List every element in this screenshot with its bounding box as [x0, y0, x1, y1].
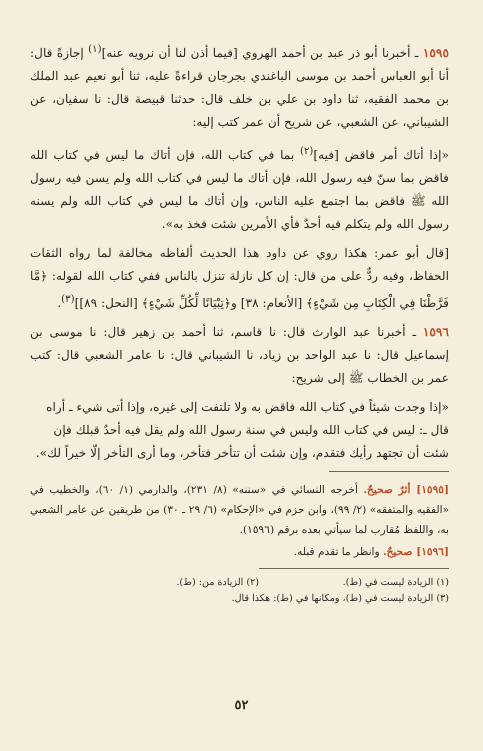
footnote-row [30, 591, 449, 607]
divider-line [259, 568, 449, 569]
note-tag: [١٥٩٦] [416, 546, 449, 559]
footnote-marker: (٣) [61, 294, 75, 306]
hadith-text: ـ أخبرنا عبد الوارث قال: نا قاسم، ثنا أحمد بن زهير قال: نا موسى بن إسماعيل قال: نا عبد الواحد بن زياد، نا الشيباني قال: نا عامر الشعبي قال: كتب عمر بن الخطاب ﷺ إلى شريح: [30, 325, 449, 386]
quote-1596: «إذا وجدت شيئاً في كتاب الله فاقض به ولا تلتفت إلى غيره، وإذا أتى شيء ـ أراه قال ـ: ليس في كتاب الله وليس في سنة رسول الله ولم يقل فيه أحدٌ قبلك فإن شئت أن تجتهد رأيك فتقدم، وإن شئت أن تتأخر فتأخر، وما أرى التأخر إلّا خيراً لك». [35, 400, 449, 461]
footnote-1: (١) الزيادة ليست في (ط). [342, 577, 449, 589]
comment-text: [قال أبو عمر: هكذا روي عن داود هذا الحديث ألفاظه مخالفة لما رواه الثقات الحفاظ، وفيه ردٌّ على من قال: إن كل نازلة تنزل بالناس ففي كتاب الله لقوله: ﴿مَّا فَرَّطْنَا فِي الْكِتَابِ مِن شَيْءٍ﴾ [الأنعام: ٣٨] و﴿تِبْيَانًا لِّكُلِّ شَيْءٍ﴾ [النحل: ٨٩]] [30, 246, 449, 311]
note-text: وانظر ما تقدم قبله. [293, 546, 383, 559]
hadith-number: ١٥٩٥ [422, 46, 449, 61]
hadith-1596 [30, 321, 449, 390]
footnote-marker: (٢) [299, 146, 314, 158]
divider-line [329, 471, 449, 472]
note-grade: أثرٌ صحيحٌ. [363, 484, 417, 497]
hadith-1595 [30, 38, 449, 134]
abu-omar-comment [30, 242, 449, 315]
page-number: ٥٢ [234, 698, 249, 713]
footnote-marker: (١) [88, 44, 102, 55]
takhrij-1596 [30, 542, 449, 562]
footnote-row [30, 575, 449, 591]
comment-end: . [57, 296, 62, 311]
quote-text: بما في كتاب الله، فإن أتاك ما ليس في كتاب الله فاقض بما سنّ فيه رسول الله، فإن أتاك ما ليس في كتاب الله ولم يسن فيه رسول الله ﷺ فاقض بما اجتمع عليه الناس، وإن أتاك ما ليس في كتاب الله ولم يسنه رسول الله ولم يتكلم فيه أحدٌ فأي الأمرين شئت فخذ به». [30, 148, 449, 232]
hadith-number: ١٥٩٦ [422, 325, 449, 340]
takhrij-1595 [30, 480, 449, 540]
footnote-3: (٣) الزيادة ليست في (ط)، ومكانها في (ط): هكذا قال. [231, 593, 449, 605]
quote-1595 [30, 140, 449, 236]
hadith-intro: ـ أخبرنا أبو ذر عبد بن أحمد الهروي [فيما أذن لنا أن نرويه عنه] [101, 46, 423, 61]
hadith-text: إجازةً قال: أنا أبو العباس أحمد بن موسى الباغندي بجرجان قراءةً عليه، ثنا أبو نعيم عبد الملك بن محمد الفقيه، ثنا داود بن علي بن خلف قال: حدثنا قبيصة قال: نا سفيان، عن الشيباني، عن الشعبي، عن شريح أن عمر كتب إليه: [30, 46, 449, 130]
note-tag: [١٥٩٥] [416, 484, 450, 497]
note-grade: صحيحٌ. [382, 546, 417, 559]
note-text: أخرجه النسائي في «سننه» (٨/ ٢٣١)، والدارمي (١/ ٦٠)، والخطيب في «الفقيه والمتفقه» (٢/ ٩٩)، وابن حزم في «الإحكام» (٦/ ٢٩ ـ ٣٠) من طريقين عن عامر الشعبي به، واللفظ مُقارب لما سيأتي بعده برقم (١٥٩٦). [30, 484, 449, 537]
footnote-2: (٢) الزيادة من: (ط). [176, 577, 259, 589]
quote-text: «إذا أتاك أمر فاقض [فيه] [313, 148, 449, 163]
